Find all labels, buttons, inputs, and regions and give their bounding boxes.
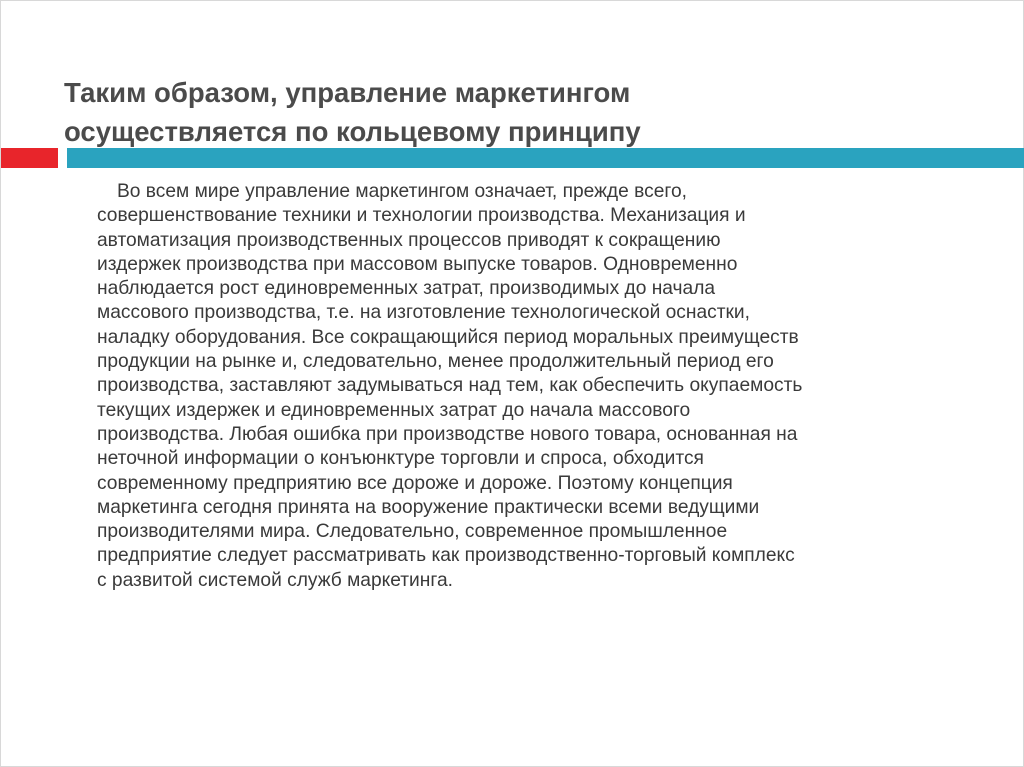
accent-bar-blue [67, 148, 1024, 168]
body-paragraph [97, 180, 977, 593]
body-line: с развитой системой служб маркетинга. [97, 569, 453, 591]
body-line: продукции на рынке и, следовательно, менее продолжительный период его [97, 351, 774, 373]
body-line: Во всем мире управление маркетингом означает, прежде всего, [117, 181, 687, 202]
body-line: маркетинга сегодня принята на вооружение практически всеми ведущими [97, 496, 760, 518]
body-line: текущих издержек и единовременных затрат до начала массового [97, 399, 691, 421]
body-line: производителями мира. Следовательно, современное промышленное [97, 521, 728, 543]
body-line: массового производства, т.е. на изготовление технологической оснастки, [97, 302, 750, 324]
body-line: наблюдается рост единовременных затрат, производимых до начала [97, 278, 716, 300]
body-line: издержек производства при массовом выпуске товаров. Одновременно [97, 253, 738, 275]
body-line: наладку оборудования. Все сокращающийся период моральных преимуществ [97, 326, 799, 348]
body-line: производства, заставляют задумываться над тем, как обеспечить окупаемость [97, 375, 803, 397]
body-line: автоматизация производственных процессов приводят к сокращению [97, 229, 721, 251]
slide-title-line-1: Таким образом, управление маркетингом [64, 77, 631, 108]
body-line: предприятие следует рассматривать как производственно-торговый комплекс [97, 545, 795, 567]
slide-title [64, 73, 964, 151]
accent-bar-red [1, 148, 58, 168]
body-line: неточной информации о конъюнктуре торговли и спроса, обходится [97, 448, 704, 470]
body-line: производства. Любая ошибка при производстве нового товара, основанная на [97, 423, 798, 445]
slide-title-line-2: осуществляется по кольцевому принципу [64, 116, 641, 147]
body-line: современному предприятию все дороже и дороже. Поэтому концепция [97, 472, 733, 494]
body-line: совершенствование техники и технологии производства. Механизация и [97, 205, 746, 227]
